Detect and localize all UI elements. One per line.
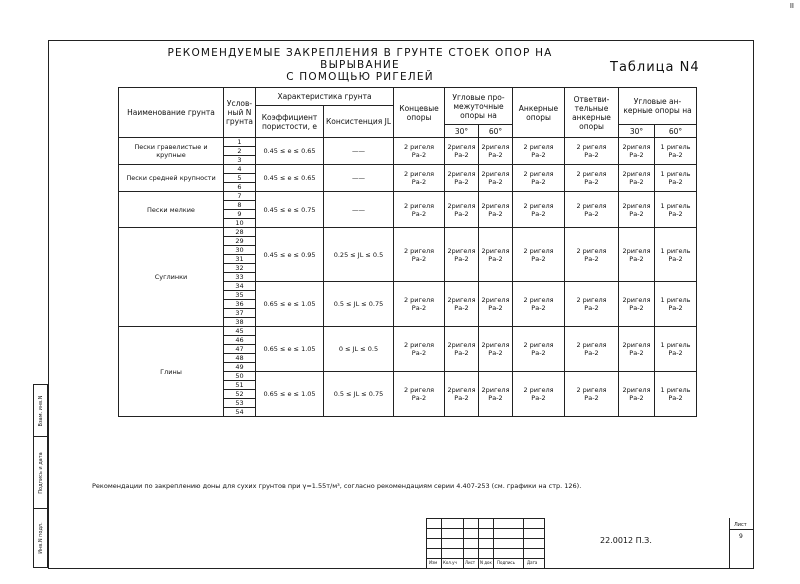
soil-number-cell: 52 xyxy=(224,390,256,399)
soil-name-cell: Суглинки xyxy=(119,228,224,327)
value-cell-anchor: 2 ригеля Ра-2 xyxy=(513,192,565,228)
value-cell-a30: 2ригеля Ра-2 xyxy=(445,372,479,417)
doc-code-cell xyxy=(544,518,730,569)
soil-number-cell: 47 xyxy=(224,345,256,354)
header-porosity: Коэффициент пористости, e xyxy=(256,106,324,138)
table-row xyxy=(119,228,697,237)
value-cell-branch: 2 ригеля Ра-2 xyxy=(565,228,619,282)
consistency-cell: 0.5 ≤ JL ≤ 0.75 xyxy=(324,372,394,417)
table-row xyxy=(119,165,697,174)
value-cell-branch: 2 ригеля Ра-2 xyxy=(565,327,619,372)
header-deg60: 60° xyxy=(479,125,513,138)
soil-name-cell: Пески мелкие xyxy=(119,192,224,228)
value-cell-b30: 2ригеля Ра-2 xyxy=(619,192,655,228)
consistency-cell: —— xyxy=(324,138,394,165)
value-cell-a60: 2ригеля Ра-2 xyxy=(479,372,513,417)
value-cell-a30: 2ригеля Ра-2 xyxy=(445,228,479,282)
soil-number-cell: 31 xyxy=(224,255,256,264)
soil-number-cell: 54 xyxy=(224,408,256,417)
page-title: РЕКОМЕНДУЕМЫЕ ЗАКРЕПЛЕНИЯ В ГРУНТЕ СТОЕК ОПОР НА ВЫРЫВАНИЕ С ПОМОЩЬЮ РИГЕЛЕЙ xyxy=(167,47,553,83)
value-cell-a30: 2ригеля Ра-2 xyxy=(445,327,479,372)
porosity-cell: 0.45 ≤ e ≤ 0.75 xyxy=(256,192,324,228)
value-cell-anchor: 2 ригеля Ра-2 xyxy=(513,327,565,372)
header-branch-anchor: Ответви- тельные анкерные опоры xyxy=(565,88,619,138)
value-cell-b30: 2ригеля Ра-2 xyxy=(619,138,655,165)
porosity-cell: 0.65 ≤ e ≤ 1.05 xyxy=(256,327,324,372)
soil-number-cell: 33 xyxy=(224,273,256,282)
header-end-supports: Концевые опоры xyxy=(394,88,445,138)
value-cell-b60: 1 ригель Ра-2 xyxy=(655,192,697,228)
soil-number-cell: 2 xyxy=(224,147,256,156)
consistency-cell: —— xyxy=(324,192,394,228)
value-cell-b30: 2ригеля Ра-2 xyxy=(619,165,655,192)
soil-name-cell: Глины xyxy=(119,327,224,417)
header-deg60b: 60° xyxy=(655,125,697,138)
value-cell-a30: 2ригеля Ра-2 xyxy=(445,282,479,327)
value-cell-a60: 2ригеля Ра-2 xyxy=(479,138,513,165)
porosity-cell: 0.45 ≤ e ≤ 0.65 xyxy=(256,165,324,192)
anchoring-table xyxy=(118,87,697,417)
value-cell-a60: 2ригеля Ра-2 xyxy=(479,228,513,282)
title-block-grid: Изм Кол.уч Лист N док Подпись Дата xyxy=(426,518,545,569)
value-cell-anchor: 2 ригеля Ра-2 xyxy=(513,165,565,192)
sheet-label: Лист xyxy=(734,522,747,528)
table-row xyxy=(119,327,697,336)
table-row xyxy=(119,138,697,147)
value-cell-b60: 1 ригель Ра-2 xyxy=(655,165,697,192)
header-angle-intermediate: Угловые про- межуточные опоры на xyxy=(445,88,513,125)
soil-number-cell: 29 xyxy=(224,237,256,246)
soil-number-cell: 1 xyxy=(224,138,256,147)
soil-number-cell: 48 xyxy=(224,354,256,363)
table-label: Таблица N4 xyxy=(610,60,700,75)
value-cell-b60: 1 ригель Ра-2 xyxy=(655,327,697,372)
soil-number-cell: 46 xyxy=(224,336,256,345)
header-soil-name: Наименование грунта xyxy=(119,88,224,138)
header-characteristics: Характеристика грунта xyxy=(256,88,394,106)
value-cell-branch: 2 ригеля Ра-2 xyxy=(565,138,619,165)
value-cell-branch: 2 ригеля Ра-2 xyxy=(565,192,619,228)
consistency-cell: 0.5 ≤ JL ≤ 0.75 xyxy=(324,282,394,327)
soil-number-cell: 7 xyxy=(224,192,256,201)
title-block xyxy=(426,518,754,569)
value-cell-end: 2 ригеля Ра-2 xyxy=(394,138,445,165)
porosity-cell: 0.65 ≤ e ≤ 1.05 xyxy=(256,282,324,327)
soil-name-cell: Пески гравелистые и крупные xyxy=(119,138,224,165)
consistency-cell: —— xyxy=(324,165,394,192)
value-cell-b30: 2ригеля Ра-2 xyxy=(619,327,655,372)
header-consistency: Консистенция JL xyxy=(324,106,394,138)
soil-number-cell: 6 xyxy=(224,183,256,192)
soil-number-cell: 51 xyxy=(224,381,256,390)
side-stamp-strip xyxy=(33,384,48,568)
header-anchor: Анкерные опоры xyxy=(513,88,565,138)
header-cond-n: Услов- ный N грунта xyxy=(224,88,256,138)
soil-number-cell: 49 xyxy=(224,363,256,372)
soil-number-cell: 36 xyxy=(224,300,256,309)
soil-name-cell: Пески средней крупности xyxy=(119,165,224,192)
value-cell-b60: 1 ригель Ра-2 xyxy=(655,282,697,327)
consistency-cell: 0.25 ≤ JL ≤ 0.5 xyxy=(324,228,394,282)
soil-number-cell: 37 xyxy=(224,309,256,318)
value-cell-a60: 2ригеля Ра-2 xyxy=(479,282,513,327)
soil-number-cell: 5 xyxy=(224,174,256,183)
sheet-number: 9 xyxy=(739,533,743,540)
value-cell-a60: 2ригеля Ра-2 xyxy=(479,327,513,372)
porosity-cell: 0.45 ≤ e ≤ 0.65 xyxy=(256,138,324,165)
soil-number-cell: 9 xyxy=(224,210,256,219)
value-cell-a30: 2ригеля Ра-2 xyxy=(445,138,479,165)
value-cell-b60: 1 ригель Ра-2 xyxy=(655,372,697,417)
header-angle-anchor: Угловые ан- керные опоры на xyxy=(619,88,697,125)
value-cell-b60: 1 ригель Ра-2 xyxy=(655,138,697,165)
value-cell-a30: 2ригеля Ра-2 xyxy=(445,165,479,192)
value-cell-end: 2 ригеля Ра-2 xyxy=(394,327,445,372)
doc-code: 22.0012 П.З. xyxy=(600,536,652,545)
value-cell-anchor: 2 ригеля Ра-2 xyxy=(513,228,565,282)
value-cell-branch: 2 ригеля Ра-2 xyxy=(565,372,619,417)
soil-number-cell: 45 xyxy=(224,327,256,336)
side-stamp-replace: Взам. инв.N xyxy=(34,385,47,437)
soil-number-cell: 34 xyxy=(224,282,256,291)
value-cell-end: 2 ригеля Ра-2 xyxy=(394,192,445,228)
soil-number-cell: 50 xyxy=(224,372,256,381)
soil-number-cell: 38 xyxy=(224,318,256,327)
value-cell-branch: 2 ригеля Ра-2 xyxy=(565,282,619,327)
soil-number-cell: 30 xyxy=(224,246,256,255)
value-cell-a60: 2ригеля Ра-2 xyxy=(479,192,513,228)
porosity-cell: 0.65 ≤ e ≤ 1.05 xyxy=(256,372,324,417)
consistency-cell: 0 ≤ JL ≤ 0.5 xyxy=(324,327,394,372)
value-cell-a60: 2ригеля Ра-2 xyxy=(479,165,513,192)
value-cell-anchor: 2 ригеля Ра-2 xyxy=(513,138,565,165)
table-row xyxy=(119,192,697,201)
value-cell-a30: 2ригеля Ра-2 xyxy=(445,192,479,228)
page-number: II xyxy=(789,2,794,10)
porosity-cell: 0.45 ≤ e ≤ 0.95 xyxy=(256,228,324,282)
value-cell-b30: 2ригеля Ра-2 xyxy=(619,228,655,282)
side-stamp-signature: Подпись и дата xyxy=(34,437,47,509)
value-cell-end: 2 ригеля Ра-2 xyxy=(394,282,445,327)
value-cell-end: 2 ригеля Ра-2 xyxy=(394,228,445,282)
sheet-cell xyxy=(729,518,754,569)
soil-number-cell: 53 xyxy=(224,399,256,408)
header-deg30b: 30° xyxy=(619,125,655,138)
soil-number-cell: 8 xyxy=(224,201,256,210)
value-cell-anchor: 2 ригеля Ра-2 xyxy=(513,372,565,417)
footnote: Рекомендации по закреплению доны для сухих грунтов при γ=1.55т/м³, согласно рекомендациям серии 4.407-253 (см. графики на стр. 126). xyxy=(92,482,582,490)
soil-number-cell: 10 xyxy=(224,219,256,228)
value-cell-end: 2 ригеля Ра-2 xyxy=(394,165,445,192)
value-cell-end: 2 ригеля Ра-2 xyxy=(394,372,445,417)
value-cell-b30: 2ригеля Ра-2 xyxy=(619,282,655,327)
soil-number-cell: 32 xyxy=(224,264,256,273)
value-cell-b30: 2ригеля Ра-2 xyxy=(619,372,655,417)
table-body xyxy=(119,138,697,417)
value-cell-branch: 2 ригеля Ра-2 xyxy=(565,165,619,192)
value-cell-b60: 1 ригель Ра-2 xyxy=(655,228,697,282)
value-cell-anchor: 2 ригеля Ра-2 xyxy=(513,282,565,327)
soil-number-cell: 4 xyxy=(224,165,256,174)
soil-number-cell: 28 xyxy=(224,228,256,237)
side-stamp-inventory: Инв.N подл. xyxy=(37,522,44,554)
header-deg30: 30° xyxy=(445,125,479,138)
soil-number-cell: 3 xyxy=(224,156,256,165)
soil-number-cell: 35 xyxy=(224,291,256,300)
